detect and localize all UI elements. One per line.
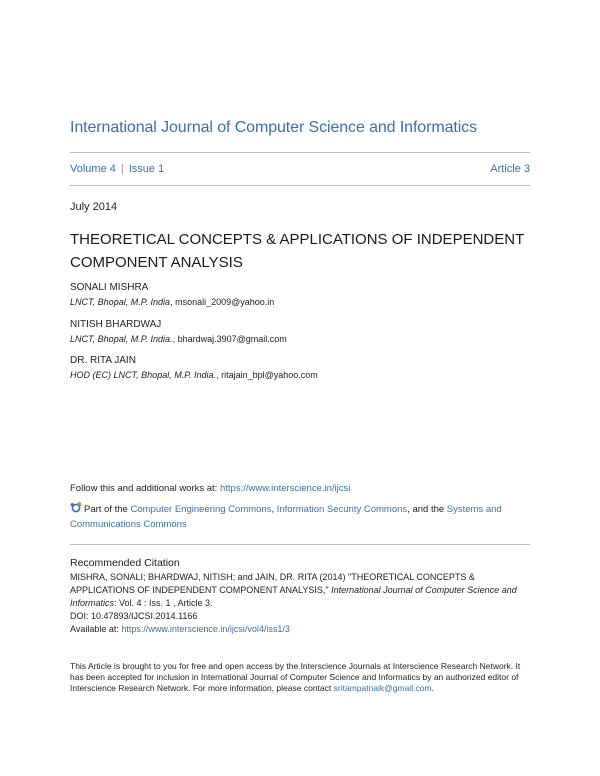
contact-email-link[interactable]: sritampatnaik@gmail.com <box>333 683 432 693</box>
article-title: THEORETICAL CONCEPTS & APPLICATIONS OF INDEPENDENT COMPONENT ANALYSIS <box>70 231 524 271</box>
author-name: NITISH BHARDWAJ <box>70 319 162 330</box>
citation-doi: DOI: 10.47893/IJCSI.2014.1166 <box>70 611 198 621</box>
part-sep: , <box>271 504 277 515</box>
author-affiliation: HOD (EC) LNCT, Bhopal, M.P. India., ritajain_bpl@yahoo.com <box>70 370 318 380</box>
issue-link[interactable]: Issue 1 <box>128 163 165 175</box>
author-email: bhardwaj.3907@gmail.com <box>177 334 287 344</box>
footer-end: . <box>431 683 434 693</box>
citation-heading: Recommended Citation <box>70 557 180 569</box>
follow-link[interactable]: https://www.interscience.in/ijcsi <box>219 483 351 494</box>
part-sep: , and the <box>407 504 447 515</box>
volume-link[interactable]: Volume 4 <box>70 163 116 175</box>
citation-authors: MISHRA, SONALI; BHARDWAJ, NITISH; and JAIN, DR. RITA (2014) "THEORETICAL CONCEPTS & APPLICATIONS OF INDEPENDENT COMPONENT ANALYSIS," <box>70 572 475 595</box>
available-prefix: Available at: <box>70 624 122 634</box>
affiliation-text: LNCT, Bhopal, M.P. India <box>70 297 171 307</box>
author-name: SONALI MISHRA <box>70 282 149 293</box>
citation-volume: : Vol. 4 : Iss. 1 , Article 3. <box>114 598 213 608</box>
author-name: DR. RITA JAIN <box>70 355 136 366</box>
divider-meta <box>70 185 530 186</box>
follow-text: Follow this and additional works at: <box>70 483 220 494</box>
affiliation-text: HOD (EC) LNCT, Bhopal, M.P. India. <box>70 370 217 380</box>
footer-text: This Article is brought to you for free and open access by the Interscience Journals at Interscience Research Network. It has been accepted for inclusion in International Journal of Computer Science and Informatics by an authorized editor of Interscience Research Network. For more information, please contact <box>70 661 521 693</box>
divider-citation <box>70 544 530 545</box>
publication-date: July 2014 <box>70 201 118 213</box>
author-affiliation: LNCT, Bhopal, M.P. India., bhardwaj.3907@gmail.com <box>70 334 287 344</box>
available-link[interactable]: https://www.interscience.in/ijcsi/vol4/iss1/3 <box>121 624 290 634</box>
computer-engineering-commons-link[interactable]: Computer Engineering Commons <box>130 504 272 515</box>
meta-separator: | <box>120 163 124 175</box>
affiliation-text: LNCT, Bhopal, M.P. India. <box>70 334 173 344</box>
issue-info <box>70 163 164 175</box>
journal-title[interactable]: International Journal of Computer Science and Informatics <box>70 119 477 136</box>
follow-line <box>70 483 350 494</box>
divider-top <box>70 152 530 153</box>
part-of-line <box>70 502 530 532</box>
author-affiliation: LNCT, Bhopal, M.P. India, msonali_2009@yahoo.in <box>70 297 275 307</box>
author-email: ritajain_bpl@yahoo.com <box>221 370 318 380</box>
author-email: msonali_2009@yahoo.in <box>175 297 275 307</box>
information-security-commons-link[interactable]: Information Security Commons <box>276 504 408 515</box>
citation-block <box>70 571 530 636</box>
citation-journal: International Journal of Computer Science and Informatics <box>70 585 517 608</box>
systems-communications-commons-link[interactable]: Systems and Communications Commons <box>70 504 502 530</box>
part-prefix: Part of the <box>84 504 131 515</box>
footer-notice <box>70 661 530 694</box>
article-link[interactable]: Article 3 <box>490 163 530 175</box>
network-icon <box>70 502 82 513</box>
